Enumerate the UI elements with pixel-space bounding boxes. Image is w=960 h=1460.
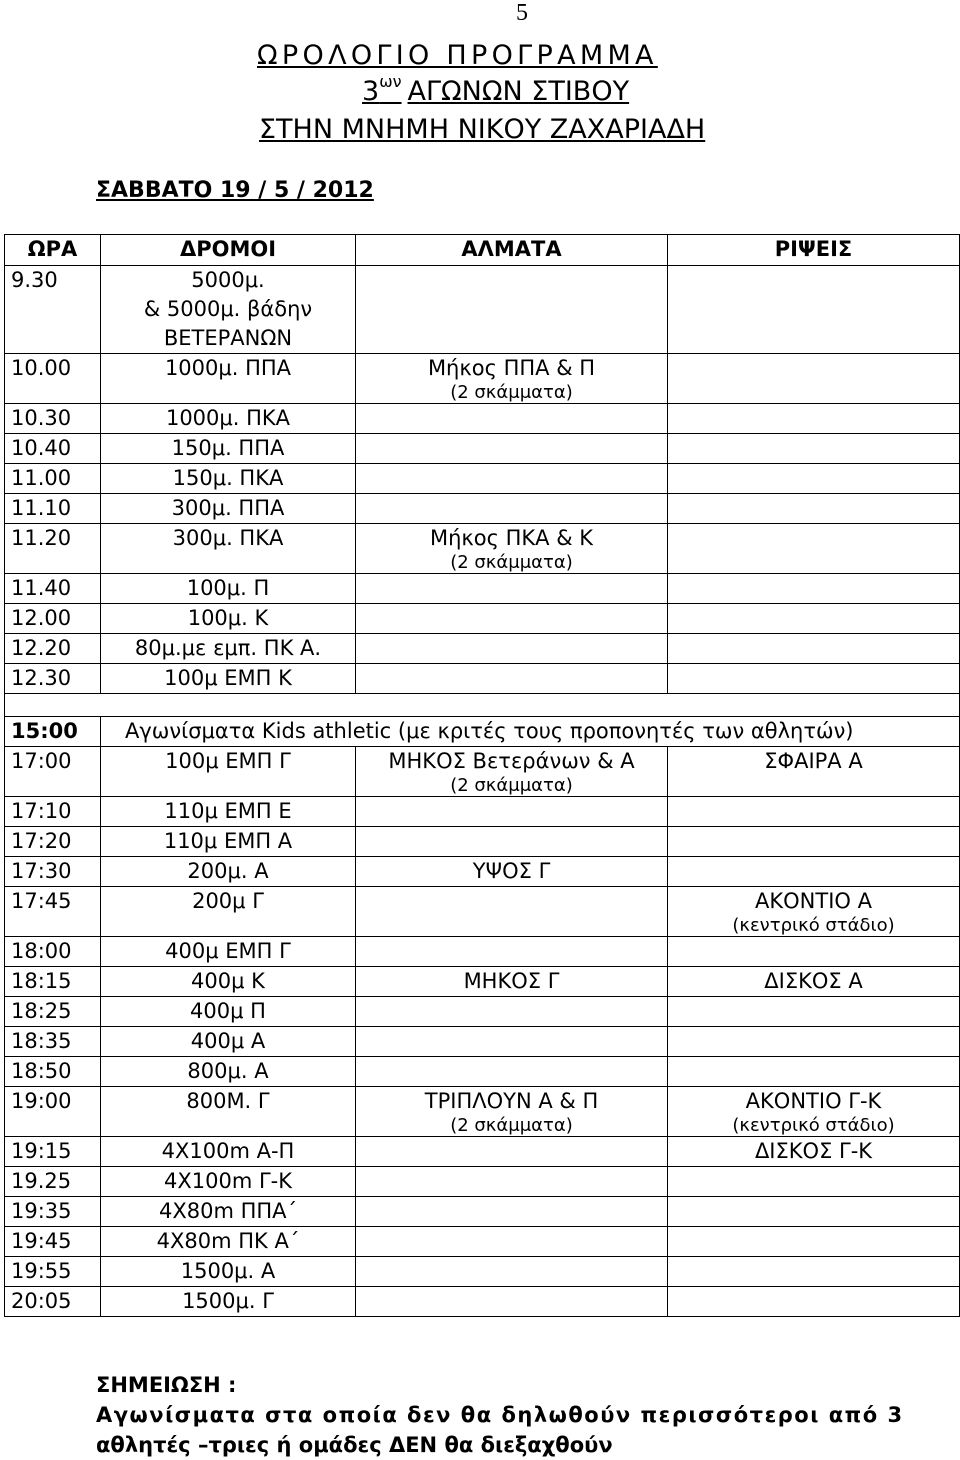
- time-cell: [5, 1137, 101, 1167]
- table-row: [5, 574, 960, 604]
- track-cell-text: 800μ. Α: [187, 1059, 269, 1083]
- time-cell-text: 17:45: [11, 889, 72, 913]
- table-row: [5, 634, 960, 664]
- table-row: [5, 887, 960, 937]
- throws-cell-text: ΔΙΣΚΟΣ Γ-Κ: [754, 1139, 873, 1163]
- time-cell: [5, 1057, 101, 1087]
- throws-cell: [668, 1227, 960, 1257]
- track-cell-text: 1000μ. ΠΠΑ: [164, 356, 292, 380]
- time-cell-text: 12.00: [11, 606, 72, 630]
- track-cell: [101, 1057, 356, 1087]
- time-cell-text: 12.30: [11, 666, 72, 690]
- table-row: [5, 937, 960, 967]
- jumps-cell: [356, 354, 668, 404]
- note: [96, 1370, 904, 1460]
- jumps-cell: [356, 634, 668, 664]
- throws-cell: [668, 524, 960, 574]
- jumps-cell: [356, 266, 668, 354]
- track-cell-text: 4Χ100m Α-Π: [161, 1139, 295, 1163]
- track-cell: [101, 997, 356, 1027]
- time-cell-text: 12.20: [11, 636, 72, 660]
- table-row: [5, 1197, 960, 1227]
- time-cell: [5, 1167, 101, 1197]
- title-line-2-text: ΑΓΩΝΩΝ ΣΤΙΒΟΥ: [407, 76, 630, 107]
- throws-cell: [668, 434, 960, 464]
- time-cell: [5, 434, 101, 464]
- track-cell: [101, 797, 356, 827]
- time-cell: [5, 1227, 101, 1257]
- track-cell-text: 800Μ. Γ: [186, 1089, 270, 1113]
- table-row: [5, 494, 960, 524]
- time-cell: [5, 574, 101, 604]
- track-cell-text: 1000μ. ΠΚΑ: [165, 406, 291, 430]
- track-cell-text: 4Χ80m ΠΠΑ΄: [158, 1199, 298, 1223]
- jumps-cell-sub: (2 σκάμματα): [450, 382, 573, 403]
- time-cell: [5, 997, 101, 1027]
- jumps-cell-text: Μήκος ΠΚΑ & Κ: [429, 526, 594, 550]
- track-cell: [101, 1227, 356, 1257]
- throws-cell-text: ΔΙΣΚΟΣ Α: [764, 969, 863, 993]
- track-cell-text: 300μ. ΠΚΑ: [172, 526, 284, 550]
- throws-cell: [668, 1137, 960, 1167]
- header-track: ΔΡΟΜΟΙ: [101, 235, 356, 266]
- track-cell-text: 150μ. ΠΠΑ: [171, 436, 285, 460]
- time-cell: [5, 827, 101, 857]
- jumps-cell: [356, 574, 668, 604]
- track-cell-text: & 5000μ. βάδην: [143, 297, 313, 321]
- time-cell-text: 18:25: [11, 999, 72, 1023]
- table-row: [5, 1257, 960, 1287]
- time-cell-text: 18:00: [11, 939, 72, 963]
- track-cell: [101, 434, 356, 464]
- title-line-3: ΣΤΗΝ ΜΝΗΜΗ ΝΙΚΟΥ ΖΑΧΑΡΙΑΔΗ: [259, 114, 706, 145]
- spacer-row: [5, 694, 960, 717]
- table-row: [5, 827, 960, 857]
- jumps-cell: [356, 1057, 668, 1087]
- time-cell: [5, 664, 101, 694]
- throws-cell: [668, 797, 960, 827]
- throws-cell: [668, 967, 960, 997]
- track-cell: [101, 464, 356, 494]
- table-row: [5, 1137, 960, 1167]
- track-cell: [101, 937, 356, 967]
- track-cell-text: 400μ Π: [190, 999, 266, 1023]
- track-cell-text: 5000μ.: [191, 268, 265, 292]
- kids-row: [5, 717, 960, 747]
- time-cell: [5, 404, 101, 434]
- track-cell: [101, 1167, 356, 1197]
- track-cell-text: 400μ Α: [190, 1029, 266, 1053]
- time-cell: [5, 1287, 101, 1317]
- jumps-cell: [356, 747, 668, 797]
- throws-cell: [668, 574, 960, 604]
- track-cell-text: 100μ. Κ: [187, 606, 269, 630]
- throws-cell: [668, 1057, 960, 1087]
- jumps-cell: [356, 857, 668, 887]
- table-row: [5, 967, 960, 997]
- jumps-cell-text: ΜΗΚΟΣ Βετεράνων & Α: [388, 749, 635, 773]
- title-ordinal-suffix: ων: [379, 72, 402, 91]
- jumps-cell: [356, 1257, 668, 1287]
- track-cell-text: 80μ.με εμπ. ΠΚ Α.: [134, 636, 322, 660]
- throws-cell: [668, 1287, 960, 1317]
- track-cell: [101, 574, 356, 604]
- time-cell-text: 9.30: [11, 268, 58, 292]
- track-cell-text: 4Χ80m ΠΚ Α΄: [156, 1229, 300, 1253]
- track-cell-text: 300μ. ΠΠΑ: [171, 496, 285, 520]
- track-cell: [101, 524, 356, 574]
- time-cell: [5, 967, 101, 997]
- jumps-cell-text: ΥΨΟΣ Γ: [472, 859, 551, 883]
- time-cell-text: 10.00: [11, 356, 72, 380]
- table-row: [5, 1027, 960, 1057]
- time-cell: [5, 937, 101, 967]
- header-row: [5, 235, 960, 266]
- track-cell-text: 150μ. ΠΚΑ: [172, 466, 284, 490]
- track-cell-text: 4Χ100m Γ-Κ: [163, 1169, 292, 1193]
- jumps-cell: [356, 604, 668, 634]
- track-cell: [101, 664, 356, 694]
- throws-cell: [668, 1027, 960, 1057]
- track-cell-text: 200μ Γ: [192, 889, 264, 913]
- track-cell: [101, 747, 356, 797]
- track-cell: [101, 1257, 356, 1287]
- table-row: [5, 1087, 960, 1137]
- throws-cell: [668, 857, 960, 887]
- table-row: [5, 747, 960, 797]
- track-cell-text: 110μ ΕΜΠ Α: [163, 829, 293, 853]
- track-cell: [101, 1287, 356, 1317]
- time-cell-text: 20:05: [11, 1289, 72, 1313]
- kids-text: Αγωνίσματα Kids athletic (με κριτές τους προπονητές των αθλητών): [101, 717, 960, 747]
- jumps-cell: [356, 404, 668, 434]
- time-cell: [5, 524, 101, 574]
- jumps-cell: [356, 464, 668, 494]
- jumps-cell: [356, 1027, 668, 1057]
- time-cell-text: 17:00: [11, 749, 72, 773]
- jumps-cell: [356, 434, 668, 464]
- time-cell-text: 11.40: [11, 576, 72, 600]
- throws-cell: [668, 266, 960, 354]
- jumps-cell: [356, 1287, 668, 1317]
- time-cell: [5, 857, 101, 887]
- header-time: ΩΡΑ: [5, 235, 101, 266]
- jumps-cell: [356, 997, 668, 1027]
- track-cell-text: 100μ. Π: [186, 576, 270, 600]
- throws-cell: [668, 634, 960, 664]
- time-cell-text: 17:10: [11, 799, 72, 823]
- table-row: [5, 1057, 960, 1087]
- title-line-1: ΩΡΟΛΟΓΙΟ ΠΡΟΓΡΑΜΜΑ: [257, 40, 658, 71]
- track-cell-text: 1500μ. Α: [180, 1259, 276, 1283]
- jumps-cell: [356, 1137, 668, 1167]
- table-row: [5, 1167, 960, 1197]
- throws-cell-sub: (κεντρικό στάδιο): [732, 915, 895, 936]
- track-cell: [101, 1197, 356, 1227]
- throws-cell: [668, 464, 960, 494]
- throws-cell-sub: (κεντρικό στάδιο): [732, 1115, 895, 1136]
- jumps-cell-text: ΤΡΙΠΛΟΥΝ Α & Π: [424, 1089, 599, 1113]
- throws-cell: [668, 1197, 960, 1227]
- time-cell: [5, 464, 101, 494]
- time-cell: [5, 1257, 101, 1287]
- track-cell: [101, 1137, 356, 1167]
- time-cell-text: 11.10: [11, 496, 72, 520]
- table-row: [5, 857, 960, 887]
- throws-cell: [668, 997, 960, 1027]
- track-cell: [101, 604, 356, 634]
- throws-cell: [668, 604, 960, 634]
- table-row: [5, 354, 960, 404]
- track-cell-text: 100μ ΕΜΠ Κ: [164, 666, 292, 690]
- time-cell: [5, 747, 101, 797]
- table-row: [5, 997, 960, 1027]
- throws-cell: [668, 747, 960, 797]
- jumps-cell-sub: (2 σκάμματα): [450, 552, 573, 573]
- jumps-cell: [356, 1087, 668, 1137]
- track-cell: [101, 1027, 356, 1057]
- time-cell-text: 19:15: [11, 1139, 72, 1163]
- time-cell-text: 11.20: [11, 526, 72, 550]
- jumps-cell: [356, 937, 668, 967]
- time-cell: [5, 494, 101, 524]
- jumps-cell: [356, 967, 668, 997]
- jumps-cell: [356, 1167, 668, 1197]
- track-cell-text: 100μ ΕΜΠ Γ: [165, 749, 291, 773]
- track-cell-text: 1500μ. Γ: [182, 1289, 274, 1313]
- throws-cell: [668, 1087, 960, 1137]
- time-cell-text: 17:30: [11, 859, 72, 883]
- throws-cell: [668, 354, 960, 404]
- throws-cell: [668, 1257, 960, 1287]
- time-cell-text: 19:35: [11, 1199, 72, 1223]
- time-cell-text: 11.00: [11, 466, 72, 490]
- kids-time: 15:00: [5, 717, 101, 747]
- page-number: 5: [516, 0, 528, 26]
- jumps-cell: [356, 1197, 668, 1227]
- track-cell: [101, 634, 356, 664]
- track-cell: [101, 827, 356, 857]
- spacer-cell: [5, 694, 960, 717]
- track-cell: [101, 1087, 356, 1137]
- track-cell: [101, 887, 356, 937]
- time-cell-text: 18:50: [11, 1059, 72, 1083]
- note-line-2: αθλητές –τριες ή ομάδες ΔΕΝ θα διεξαχθούν: [96, 1433, 613, 1457]
- time-cell: [5, 604, 101, 634]
- title-line-2: [362, 72, 630, 107]
- time-cell-text: 18:15: [11, 969, 72, 993]
- jumps-cell-sub: (2 σκάμματα): [450, 775, 573, 796]
- table-row: [5, 797, 960, 827]
- track-cell: [101, 354, 356, 404]
- throws-cell: [668, 1167, 960, 1197]
- throws-cell-text: ΣΦΑΙΡΑ Α: [764, 749, 863, 773]
- time-cell-text: 19:55: [11, 1259, 72, 1283]
- throws-cell: [668, 937, 960, 967]
- table-row: [5, 1227, 960, 1257]
- table-row: [5, 434, 960, 464]
- schedule-table: [4, 234, 960, 1317]
- jumps-cell-sub: (2 σκάμματα): [450, 1115, 573, 1136]
- time-cell-text: 10.40: [11, 436, 72, 460]
- throws-cell: [668, 664, 960, 694]
- time-cell-text: 19.25: [11, 1169, 72, 1193]
- throws-cell: [668, 494, 960, 524]
- time-cell: [5, 797, 101, 827]
- header-throws: ΡΙΨΕΙΣ: [668, 235, 960, 266]
- track-cell: [101, 494, 356, 524]
- jumps-cell: [356, 524, 668, 574]
- throws-cell: [668, 887, 960, 937]
- track-cell: [101, 967, 356, 997]
- throws-cell: [668, 404, 960, 434]
- time-cell: [5, 1087, 101, 1137]
- throws-cell-text: ΑΚΟΝΤΙΟ Γ-Κ: [745, 1089, 882, 1113]
- time-cell: [5, 634, 101, 664]
- track-cell-text: 200μ. Α: [187, 859, 269, 883]
- event-date: ΣΑΒΒΑΤΟ 19 / 5 / 2012: [96, 178, 374, 203]
- track-cell-text: 400μ ΕΜΠ Γ: [165, 939, 291, 963]
- table-row: [5, 524, 960, 574]
- jumps-cell-text: Μήκος ΠΠΑ & Π: [427, 356, 596, 380]
- table-row: [5, 266, 960, 354]
- jumps-cell: [356, 664, 668, 694]
- track-cell: [101, 266, 356, 354]
- table-row: [5, 1287, 960, 1317]
- throws-cell-text: ΑΚΟΝΤΙΟ Α: [755, 889, 872, 913]
- track-cell: [101, 404, 356, 434]
- header-jumps: ΑΛΜΑΤΑ: [356, 235, 668, 266]
- table-row: [5, 664, 960, 694]
- time-cell: [5, 1027, 101, 1057]
- throws-cell: [668, 827, 960, 857]
- time-cell-text: 19:00: [11, 1089, 72, 1113]
- table-row: [5, 404, 960, 434]
- time-cell-text: 19:45: [11, 1229, 72, 1253]
- track-cell: [101, 857, 356, 887]
- time-cell-text: 17:20: [11, 829, 72, 853]
- track-cell-text: 400μ Κ: [191, 969, 265, 993]
- time-cell: [5, 354, 101, 404]
- jumps-cell-text: ΜΗΚΟΣ Γ: [463, 969, 560, 993]
- jumps-cell: [356, 494, 668, 524]
- jumps-cell: [356, 797, 668, 827]
- track-cell-text: 110μ ΕΜΠ Ε: [164, 799, 292, 823]
- time-cell-text: 10.30: [11, 406, 72, 430]
- table-row: [5, 464, 960, 494]
- title-ordinal: 3: [362, 76, 380, 107]
- jumps-cell: [356, 1227, 668, 1257]
- time-cell: [5, 887, 101, 937]
- time-cell-text: 18:35: [11, 1029, 72, 1053]
- note-line-1: Αγωνίσματα στα οποία δεν θα δηλωθούν περισσότεροι από 3: [96, 1403, 904, 1427]
- time-cell: [5, 266, 101, 354]
- table-row: [5, 604, 960, 634]
- track-cell-text: ΒΕΤΕΡΑΝΩΝ: [163, 326, 293, 350]
- time-cell: [5, 1197, 101, 1227]
- jumps-cell: [356, 887, 668, 937]
- note-label: ΣΗΜΕΙΩΣΗ :: [96, 1373, 237, 1397]
- jumps-cell: [356, 827, 668, 857]
